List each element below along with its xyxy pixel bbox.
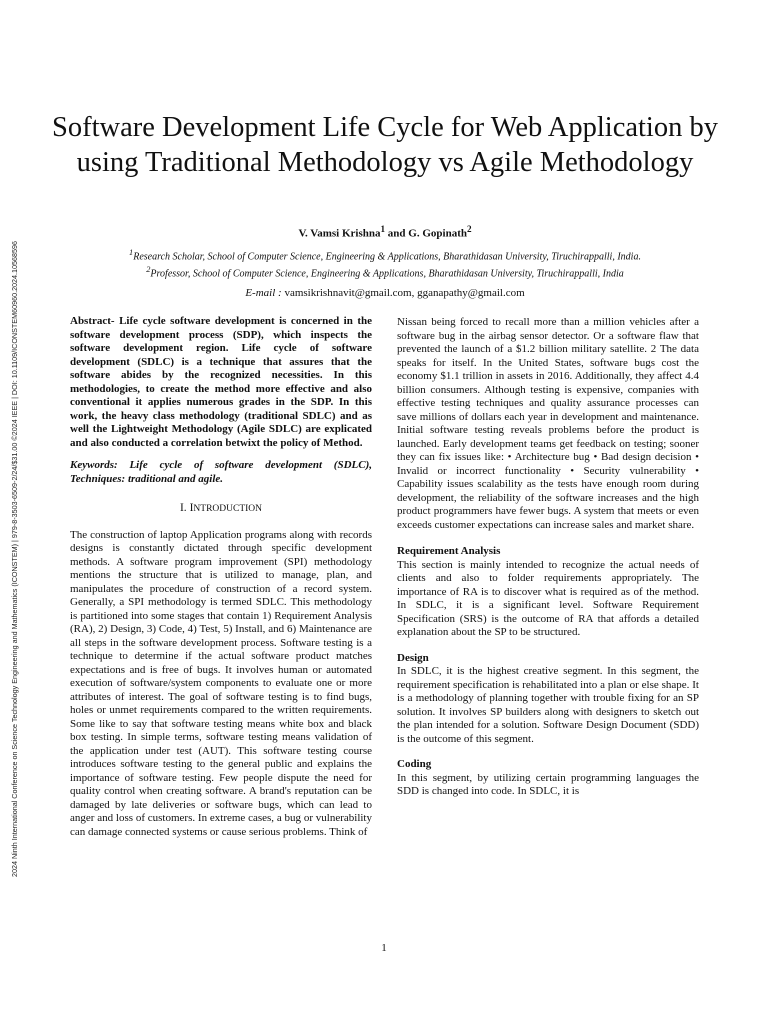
page-number: 1 — [381, 942, 387, 954]
coding-heading: Coding — [397, 758, 432, 770]
affiliations — [40, 246, 730, 281]
sidebar-citation: 2024 Ninth International Conference on Science Technology Engineering and Mathematics (ICONSTEM) | 979-8-3503-6509-2/24/$31.00 ©2024 IEEE | DOI: 10.1109/ICONSTEM60960.2024.10568596 — [10, 240, 19, 878]
continuation-paragraph: Nissan being forced to recall more than a million vehicles after a software bug in the airbag sensor detector. Or a software flaw that prevented the launch of a $1.2 billion military satellite. 2 The data speaks for itself. In the United States, software bugs cost the economy $1.1 trillion in assets in 2016. Additionally, they affect 4.4 billion consumers. Although testing is expensive, companies with effective testing techniques and quality assurance processes can save millions of dollars each year in development and maintenance. Initial software testing reveals problems before the product is launched. Early development teams get feedback on testing; sooner they can fix issues like: • Architecture bug • Bad design decision • Invalid or incorrect functionality • Security vulnerability • Capability issues scalability as the tests have enough room during development, the reliability of the software increases and the high product programmers have fewer bugs. A system that meets or even exceeds customer expectations can increase sales and market share. — [397, 316, 699, 531]
affiliation-1 — [40, 246, 730, 263]
author-1: V. Vamsi Krishna — [298, 227, 381, 240]
author-and: and — [385, 227, 409, 240]
email-value: vamsikrishnavit@gmail.com, gganapathy@gmail.com — [284, 287, 525, 299]
left-column — [70, 315, 372, 839]
paper-title: Software Development Life Cycle for Web Application by using Traditional Methodology vs Agile Methodology — [52, 112, 718, 178]
section-heading-introduction — [70, 502, 372, 517]
author-2-sup: 2 — [466, 224, 472, 234]
email-label: E-mail : — [245, 287, 285, 299]
section-number: I. — [179, 502, 190, 514]
affiliation-2-text: Professor, School of Computer Science, Engineering & Applications, Bharathidasan University, Tiruchirappalli, India — [150, 268, 624, 280]
affiliation-1-text: Research Scholar, School of Computer Science, Engineering & Applications, Bharathidasan University, Tiruchirappalli, India. — [133, 251, 641, 263]
requirement-analysis-text: This section is mainly intended to recognize the actual needs of clients and also to folder requirements appropriately. The importance of RA is to discover what is required as of the method. In SDLC, it is a significant level. Software Requirement Specification (SRS) is the outcome of RA that affords a detailed explanation about the SP to be structured. — [397, 558, 699, 638]
affiliation-2 — [40, 263, 730, 280]
affiliation-1-sup: 1 — [129, 248, 134, 257]
section-first-letter: I — [189, 502, 194, 514]
coding-text: In this segment, by utilizing certain programming languages the SDD is changed into code. In SDLC, it is — [397, 771, 699, 797]
abstract: Abstract- Life cycle software development is concerned in the software development process (SDP), which inspects the software development region. Life cycle of software development (SDLC) is a technique that assures that the software abides by the recognized necessities. In this methodologies, to create the method more effective and also conventional it applies numerous grades in the SDP. In this work, the heavy class methodology (traditional SDLC) and as well the Lightweight Methodology (Agile SDLC) are explicated and also conducted a correlation betwixt the policy of Method. — [70, 315, 372, 449]
design-text: In SDLC, it is the highest creative segment. In this segment, the requirement specification is rehabilitated into a plan or else shape. It is a methodology of planning together with trouble fixing for an SP solution. It involves SP builders along with designers to sketch out the plan intended for a solution. Software Design Document (SDD) is the outcome of this segment. — [397, 665, 699, 745]
requirement-analysis-heading: Requirement Analysis — [397, 545, 501, 557]
author-2: G. Gopinath — [408, 227, 467, 240]
affiliation-2-sup: 2 — [146, 265, 151, 275]
section-rest: NTRODUCTION — [193, 504, 263, 514]
author-line — [40, 224, 730, 240]
design-heading: Design — [397, 651, 429, 664]
email-line — [40, 287, 730, 299]
right-column — [397, 316, 699, 799]
introduction-paragraph: The construction of laptop Application programs along with records designs is constantly dictated through specific development methods. A software program improvement (SPI) methodology mentions the structure that is utilized to manage, plan, and manipulates the procedure of construction of a record system. Generally, a SPI methodology is termed SDLC. This methodology is partitioned into some stages that contain 1) Requirement Analysis (RA), 2) Design, 3) Code, 4) Test, 5) Install, and 6) Maintenance are all steps in the software development process. Software testing is a technique to determine if the actual software product matches expectations and is free of bugs. It involves human or automated execution of software/system components to evaluate one or more attributes of interest. The goal of software testing is to find bugs, holes or unmet requirements compared to the written requirements. Some like to say that software testing means white box and black box testing. In simple terms, software testing means validation of the application under test (AUT). This software testing course introduces software testing to the general public and explains the importance of software testing. Few people dispute the need for quality control when creating software. A brand's reputation can be damaged by late deliveries or software bugs, which can lead to anger and loss of customers. In extreme cases, a bug or vulnerability can damage connected systems or cause serious problems. Think of — [70, 528, 372, 838]
author-1-sup: 1 — [380, 224, 386, 234]
conference-sidebar — [0, 166, 30, 952]
keywords: Keywords: Life cycle of software development (SDLC), Techniques: traditional and agile. — [70, 459, 372, 485]
